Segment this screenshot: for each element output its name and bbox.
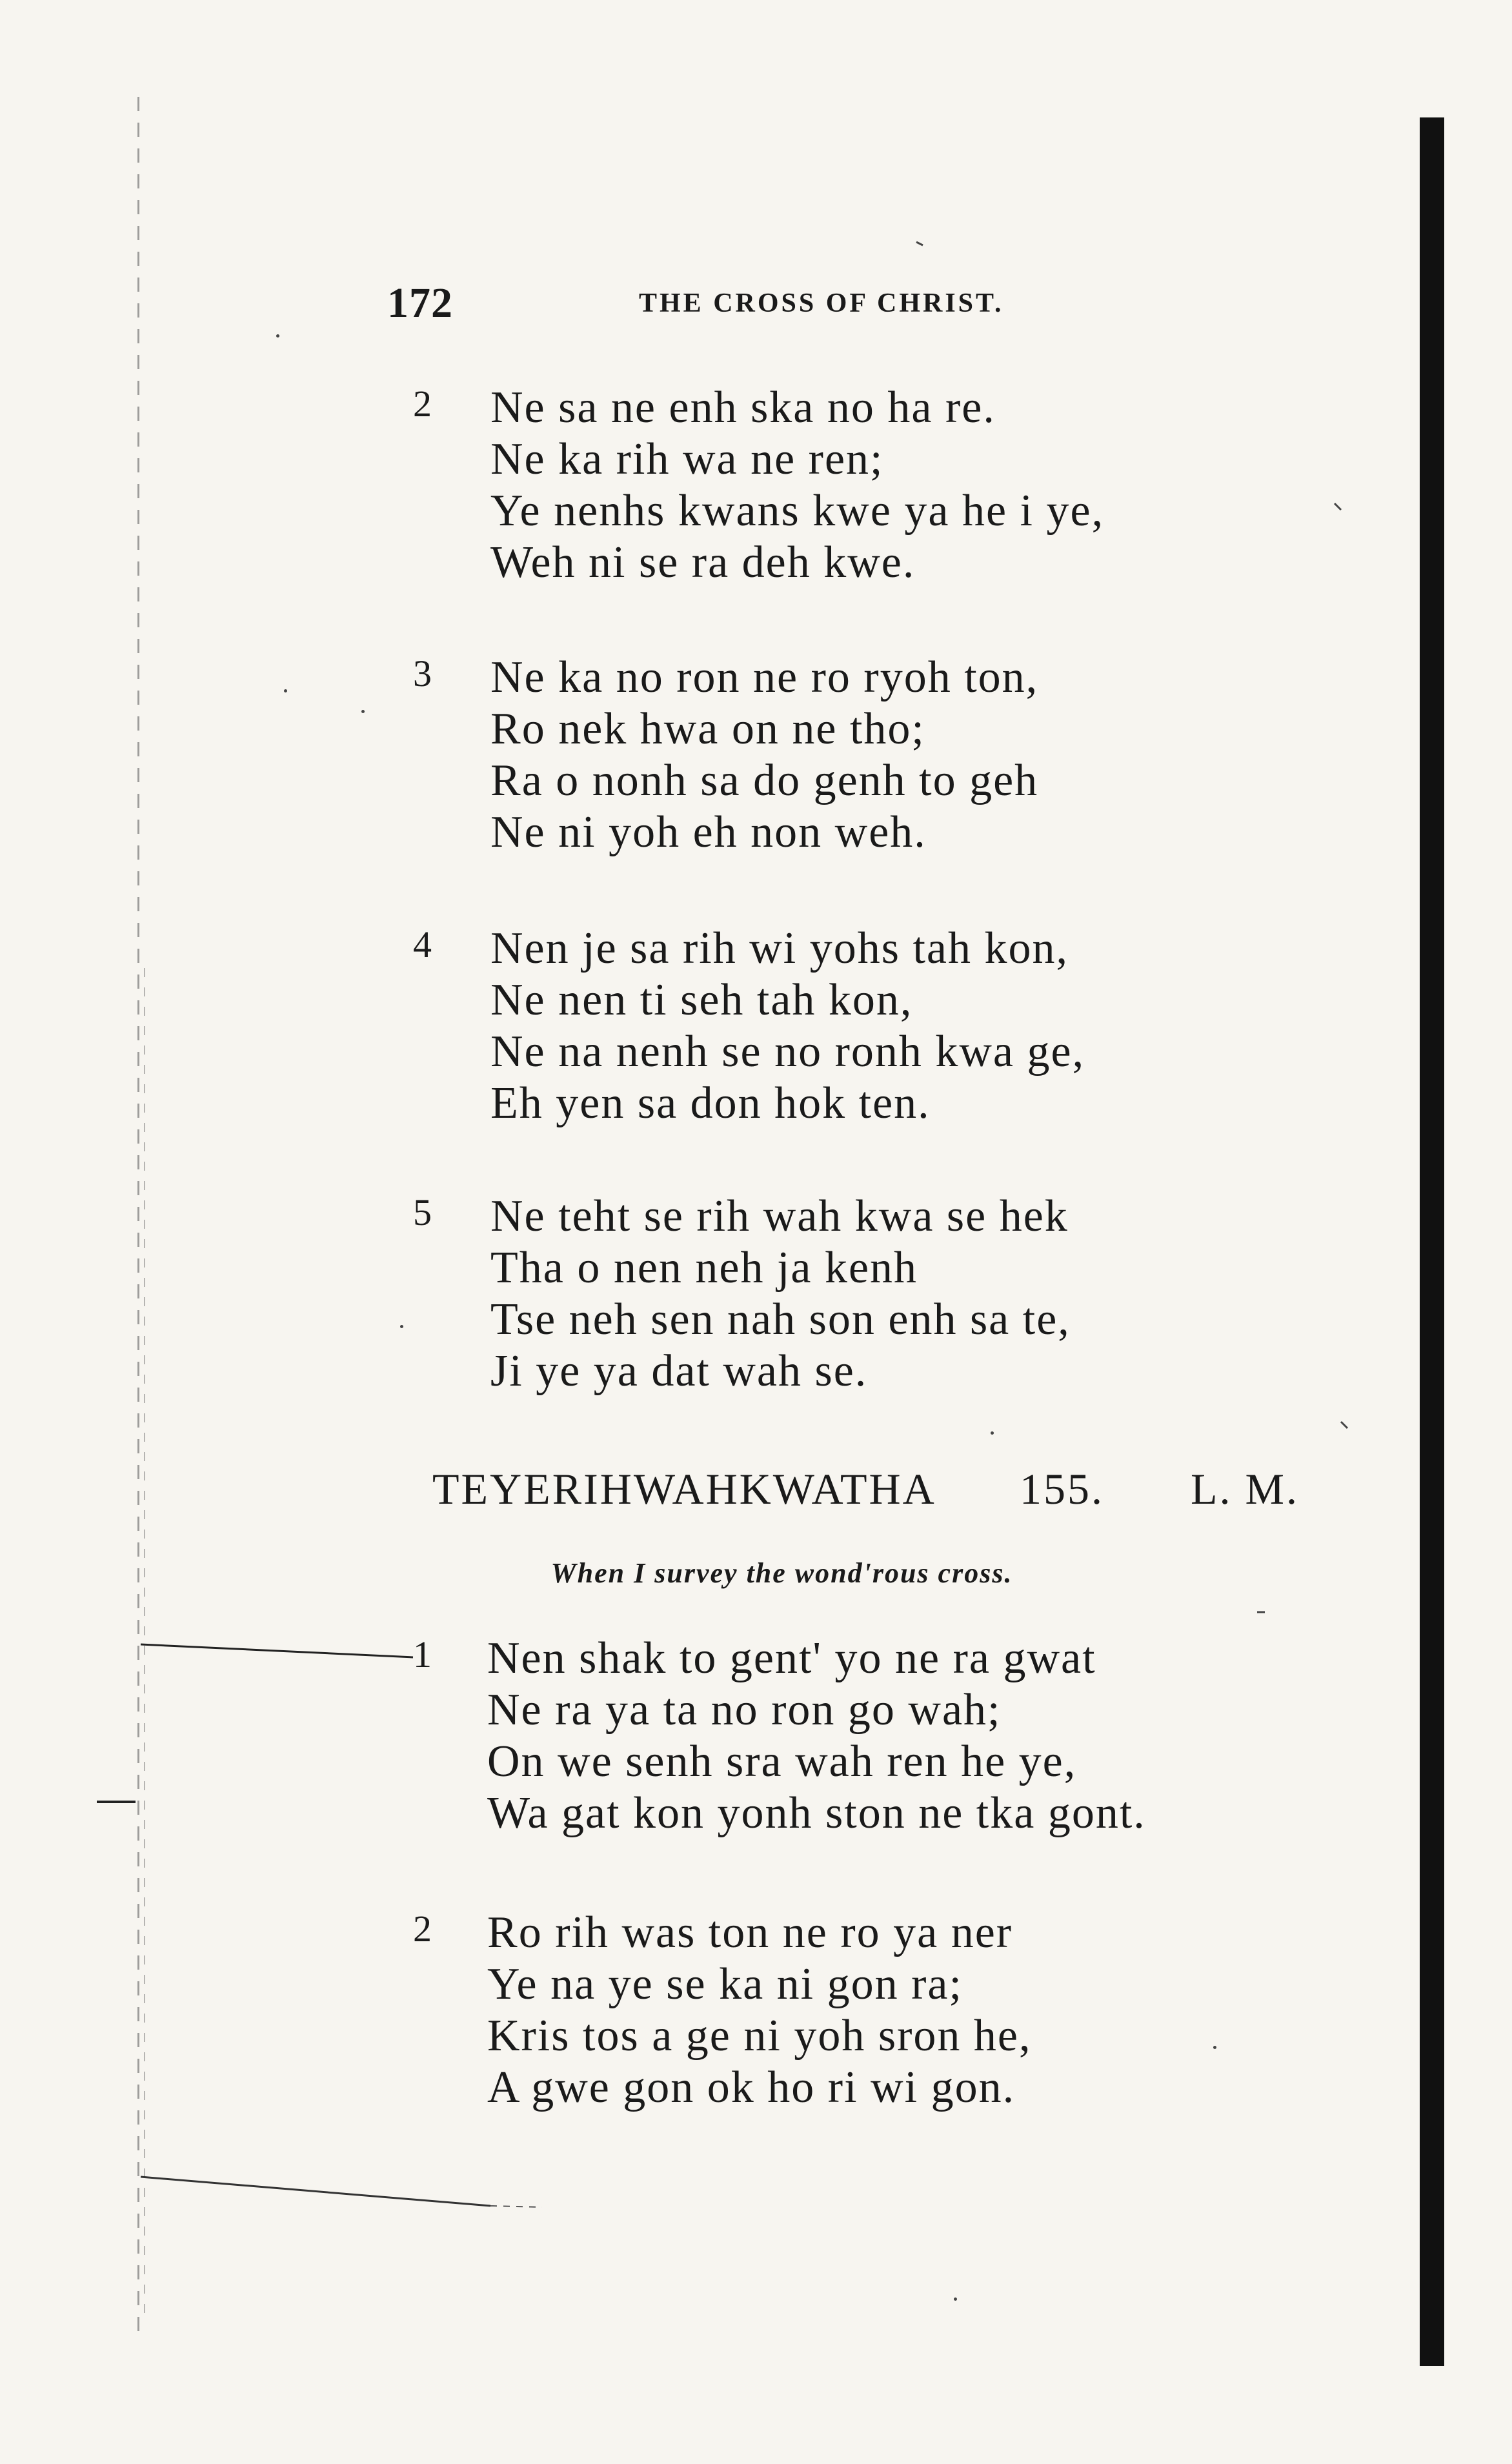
page-header <box>387 279 1110 330</box>
verse-line: Ra o nonh sa do genh to geh <box>490 756 1039 805</box>
verse-lines <box>490 382 1104 589</box>
verse-block <box>413 1191 1342 1404</box>
verse-block <box>413 652 1342 865</box>
verse-line: Ye na ye se ka ni gon ra; <box>487 1959 963 2009</box>
page-number: 172 <box>387 279 453 327</box>
verse-lines <box>487 1907 1031 2114</box>
verse-number: 2 <box>413 1908 432 1950</box>
verse-line: Tse neh sen nah son enh sa te, <box>490 1295 1071 1344</box>
verse-block <box>413 1633 1342 1846</box>
verse-line: Ro nek hwa on ne tho; <box>490 704 925 754</box>
verse-line: Ne ka no ron ne ro ryoh ton, <box>490 652 1039 702</box>
verse-line: Ne ra ya ta no ron go wah; <box>487 1685 1002 1735</box>
verse-block <box>413 923 1342 1136</box>
verse-lines <box>490 923 1085 1129</box>
verse-line: Wa gat kon yonh ston ne tka gont. <box>487 1788 1146 1838</box>
verse-line: Tha o nen neh ja kenh <box>490 1243 918 1293</box>
verse-line: Nen je sa rih wi yohs tah kon, <box>490 924 1069 973</box>
verse-line: Ji ye ya dat wah se. <box>490 1346 868 1396</box>
hymn-name: TEYERIHWAHKWATHA <box>432 1464 936 1513</box>
verse-line: On we senh sra wah ren he ye, <box>487 1737 1077 1786</box>
verse-line: Weh ni se ra deh kwe. <box>490 538 916 587</box>
verse-line: Ne sa ne enh ska no ha re. <box>490 383 996 432</box>
verse-number: 5 <box>413 1191 432 1233</box>
verse-block <box>413 1907 1342 2120</box>
verse-line: Ne nen ti seh tah kon, <box>490 975 913 1025</box>
verse-line: Ne ka rih wa ne ren; <box>490 434 884 484</box>
verse-line: A gwe gon ok ho ri wi gon. <box>487 2063 1016 2112</box>
verse-line: Ye nenhs kwans kwe ya he i ye, <box>490 486 1105 536</box>
hymn-title <box>432 1464 1310 1515</box>
hymn-subtitle: When I survey the wond'rous cross. <box>550 1557 1013 1589</box>
verse-number: 4 <box>413 924 432 965</box>
running-title: THE CROSS OF CHRIST. <box>639 288 1004 318</box>
verse-line: Ne ni yoh eh non weh. <box>490 807 927 857</box>
verse-line: Kris tos a ge ni yoh sron he, <box>487 2011 1032 2061</box>
verse-line: Ne teht se rih wah kwa se hek <box>490 1191 1069 1241</box>
verse-line: Ne na nenh se no ronh kwa ge, <box>490 1027 1085 1076</box>
verse-line: Nen shak to gent' yo ne ra gwat <box>487 1633 1096 1683</box>
verse-number: 2 <box>413 383 432 425</box>
hymn-number: 155. <box>1020 1464 1104 1513</box>
verse-number: 3 <box>413 652 432 694</box>
verse-line: Eh yen sa don hok ten. <box>490 1078 931 1128</box>
verse-lines <box>490 652 1038 858</box>
verse-number: 1 <box>413 1633 432 1675</box>
verse-line: Ro rih was ton ne ro ya ner <box>487 1908 1013 1957</box>
verse-lines <box>487 1633 1146 1839</box>
verse-lines <box>490 1191 1071 1397</box>
verse-block <box>413 382 1342 595</box>
hymn-meter: L. M. <box>1191 1464 1299 1513</box>
